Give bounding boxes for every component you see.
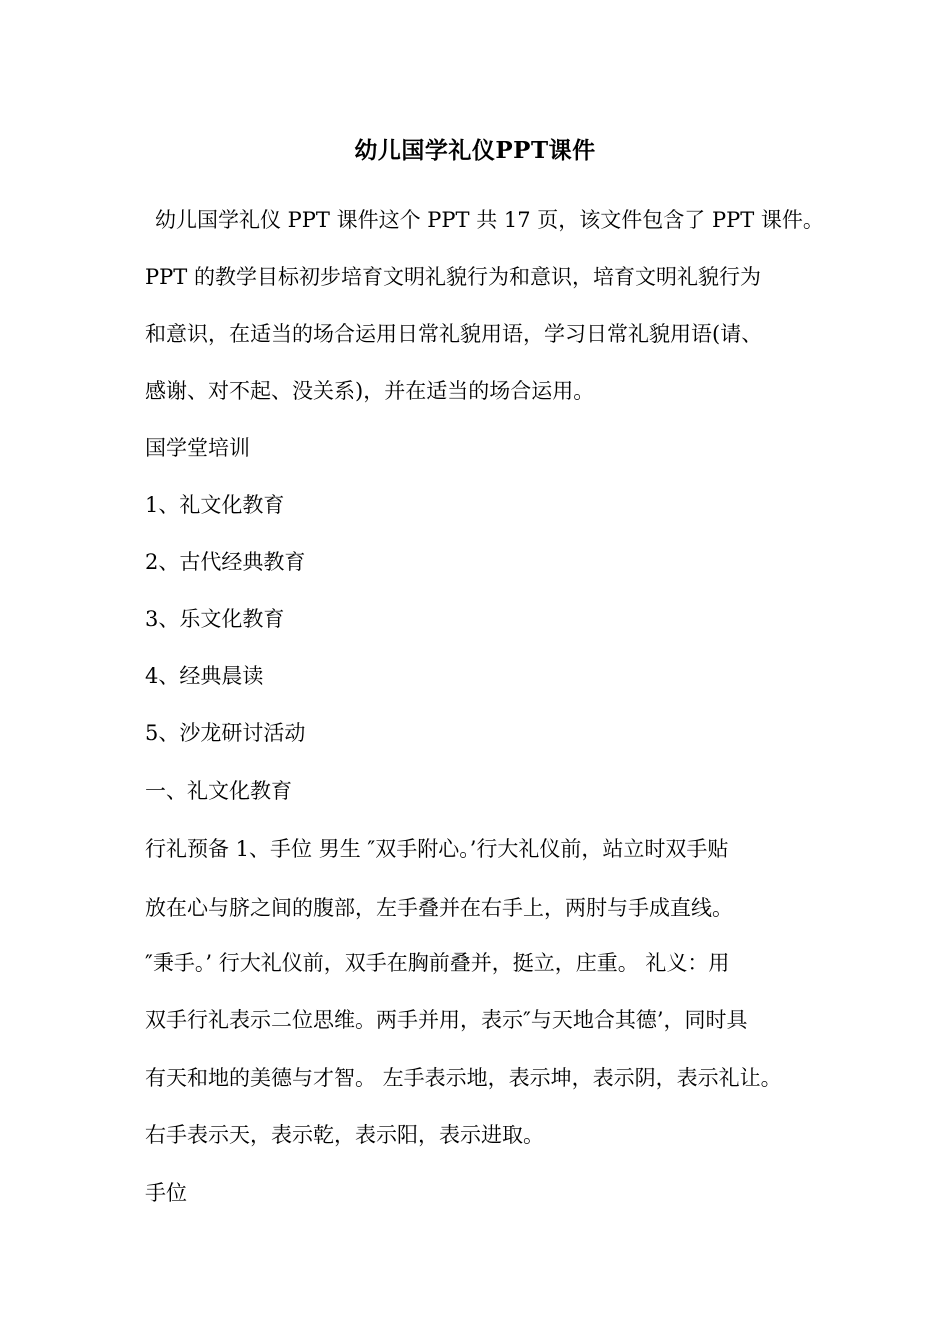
body-line: 行礼预备 1、手位 男生 ″双手附心。’行大礼仪前，站立时双手贴 (145, 837, 729, 861)
body-line: 有天和地的美德与才智。 左手表示地，表示坤，表示阴，表示礼让。 (145, 1066, 782, 1090)
list-item: 2、古代经典教育 (145, 550, 306, 574)
intro-line: 幼儿国学礼仪 PPT 课件这个 PPT 共 17 页，该文件包含了 PPT 课件。 (155, 208, 824, 232)
section-heading: 国学堂培训 (145, 436, 250, 460)
body-line: 放在心与脐之间的腹部，左手叠并在右手上，两肘与手成直线。 (145, 896, 733, 920)
body-line: 右手表示天，表示乾，表示阳，表示进取。 (145, 1123, 544, 1147)
list-item: 5、沙龙研讨活动 (145, 721, 306, 745)
intro-line: 和意识，在适当的场合运用日常礼貌用语，学习日常礼貌用语(请、 (145, 322, 763, 346)
list-item: 3、乐文化教育 (145, 607, 285, 631)
intro-line: 感谢、对不起、没关系)，并在适当的场合运用。 (145, 379, 595, 403)
closing-label: 手位 (145, 1181, 187, 1205)
intro-line: PPT 的教学目标初步培育文明礼貌行为和意识，培育文明礼貌行为 (145, 265, 761, 289)
body-line: 双手行礼表示二位思维。两手并用，表示″与天地合其德’，同时具 (145, 1008, 748, 1032)
body-line: ″秉手。’ 行大礼仪前，双手在胸前叠并，挺立，庄重。 礼义：用 (145, 951, 730, 975)
document-title: 幼儿国学礼仪PPT课件 (354, 137, 596, 164)
subsection-heading: 一、礼文化教育 (145, 779, 292, 803)
list-item: 4、经典晨读 (145, 664, 264, 688)
list-item: 1、礼文化教育 (145, 493, 285, 517)
